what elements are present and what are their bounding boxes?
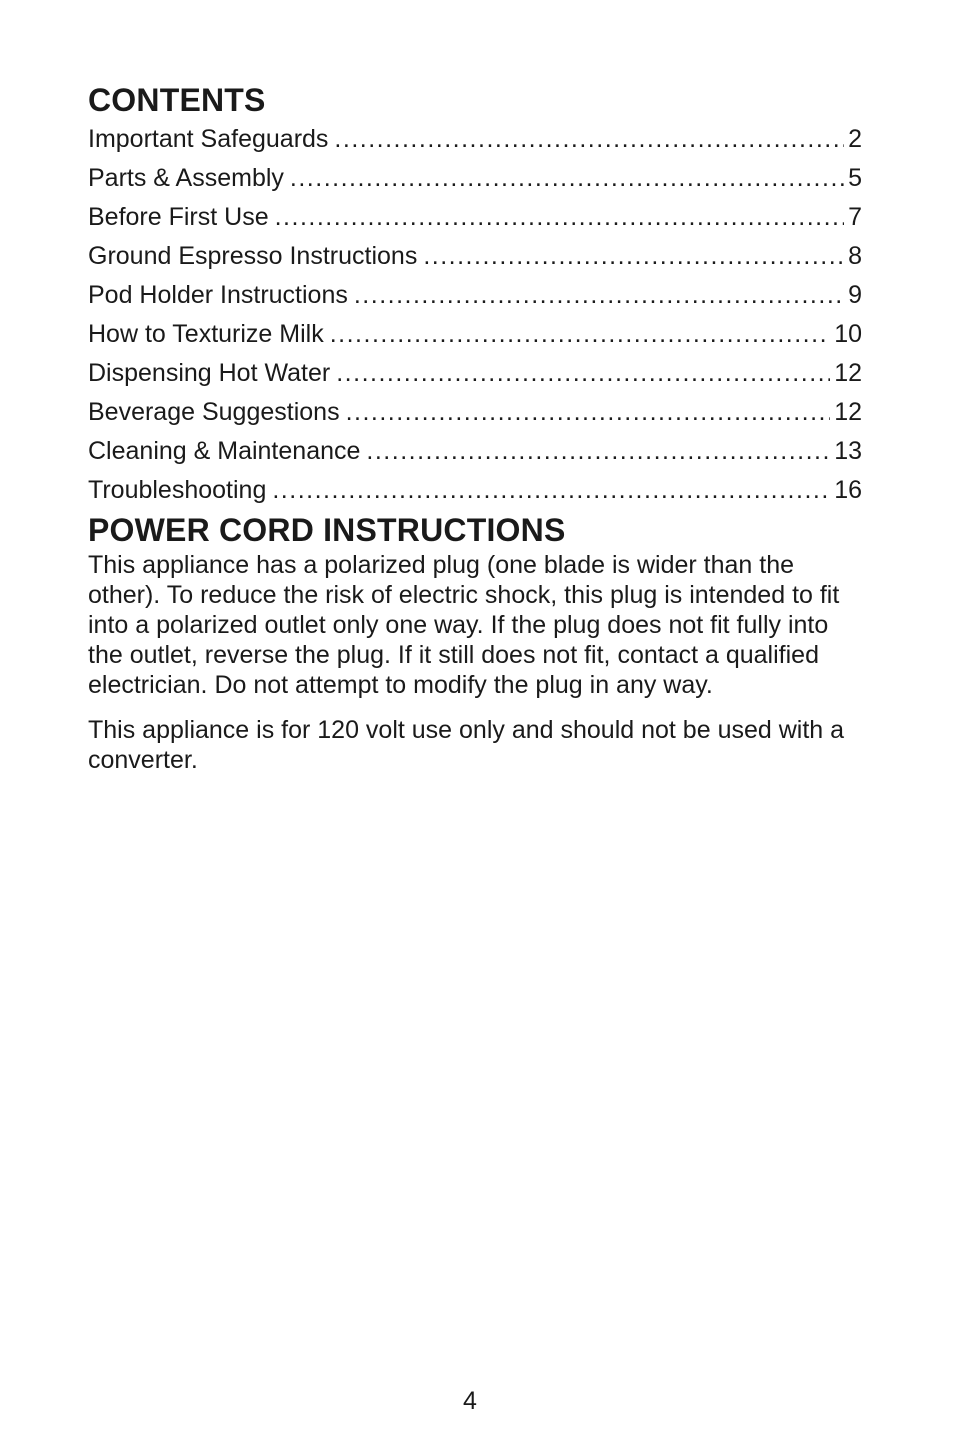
toc-entry-page: 5 (848, 164, 862, 192)
power-cord-heading: POWER CORD INSTRUCTIONS (88, 512, 566, 548)
toc-leader-dots (272, 471, 830, 510)
toc-entry-label: Troubleshooting (88, 476, 267, 504)
toc-entry-label: Beverage Suggestions (88, 398, 340, 426)
toc-entry-label: Ground Espresso Instructions (88, 242, 418, 270)
table-of-contents (88, 120, 862, 510)
toc-entry-label: Pod Holder Instructions (88, 281, 348, 309)
toc-entry-page: 8 (848, 242, 862, 270)
toc-leader-dots (334, 120, 844, 159)
toc-leader-dots (290, 159, 844, 198)
power-cord-paragraph-polarized: This appliance has a polarized plug (one blade is wider than the other). To reduce the risk of electric shock, this plug is intended to fit into a polarized outlet only one way. If the plug does not fit fully into the outlet, reverse the plug. If it still does not fit, contact a qualified electrician. Do not attempt to modify the plug in any way. (88, 551, 840, 699)
toc-leader-dots (330, 315, 830, 354)
toc-entry-beverage-suggestions[interactable] (88, 393, 862, 432)
toc-entry-page: 12 (834, 359, 862, 387)
toc-entry-label: Before First Use (88, 203, 269, 231)
contents-heading: CONTENTS (88, 82, 266, 118)
toc-entry-before-first-use[interactable] (88, 198, 862, 237)
toc-leader-dots (336, 354, 830, 393)
toc-entry-page: 9 (848, 281, 862, 309)
toc-entry-hot-water[interactable] (88, 354, 862, 393)
toc-leader-dots (354, 276, 844, 315)
toc-entry-parts-assembly[interactable] (88, 159, 862, 198)
power-cord-paragraph-voltage: This appliance is for 120 volt use only and should not be used with a converter. (88, 716, 845, 774)
toc-entry-page: 13 (834, 437, 862, 465)
toc-entry-label: How to Texturize Milk (88, 320, 324, 348)
document-page (88, 80, 862, 775)
toc-entry-page: 7 (848, 203, 862, 231)
toc-entry-page: 10 (834, 320, 862, 348)
toc-entry-ground-espresso[interactable] (88, 237, 862, 276)
toc-entry-troubleshooting[interactable] (88, 471, 862, 510)
toc-entry-label: Dispensing Hot Water (88, 359, 331, 387)
toc-entry-texturize-milk[interactable] (88, 315, 862, 354)
toc-leader-dots (346, 393, 831, 432)
toc-entry-label: Cleaning & Maintenance (88, 437, 361, 465)
toc-entry-page: 12 (834, 398, 862, 426)
toc-entry-page: 16 (834, 476, 862, 504)
toc-entry-important-safeguards[interactable] (88, 120, 862, 159)
toc-leader-dots (275, 198, 844, 237)
toc-leader-dots (366, 432, 830, 471)
toc-leader-dots (423, 237, 844, 276)
toc-entry-pod-holder[interactable] (88, 276, 862, 315)
toc-entry-page: 2 (848, 125, 862, 153)
toc-entry-cleaning-maintenance[interactable] (88, 432, 862, 471)
toc-entry-label: Parts & Assembly (88, 164, 284, 192)
page-number: 4 (463, 1387, 477, 1415)
toc-entry-label: Important Safeguards (88, 125, 329, 153)
